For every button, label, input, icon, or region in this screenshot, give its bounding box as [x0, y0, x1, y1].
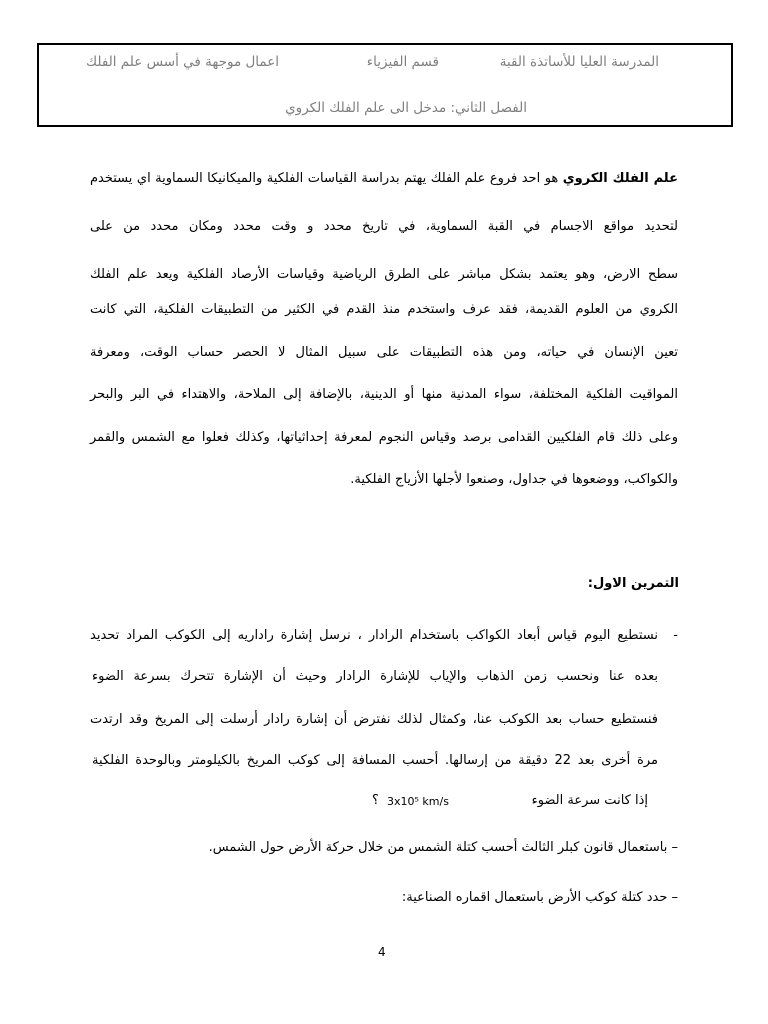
intro-line-1 [90, 169, 678, 189]
school-name: المدرسة العليا للأساتذة القبة [499, 54, 659, 70]
exercise-bullet: - [673, 628, 678, 643]
exercise-title: التمرين الاول: [587, 576, 679, 591]
exercise-item-earth-mass: – حدد كتلة كوكب الأرض باستعمال اقماره الصناعية: [401, 890, 678, 905]
intro-line-8: والكواكب، ووضعوها في جداول، وصنعوا لأجلها الأزياج الفلكية. [350, 472, 678, 487]
course-title: اعمال موجهة في أسس علم الفلك [85, 54, 279, 70]
header-box [37, 43, 733, 127]
page-number: 4 [378, 945, 386, 959]
intro-line-2: لتحديد مواقع الاجسام في القبة السماوية، في تاريخ محدد و وقت محدد ومكان محدد من على [90, 219, 678, 234]
intro-line-3: سطح الارض، وهو يعتمد بشكل مباشر على الطرق الرياضية وقياسات الأرصاد الفلكية ويعد علم الفلك [90, 267, 678, 282]
intro-line-4: الكروي من العلوم القديمة، فقد عرف واستخدم منذ القدم في الكثير من التطبيقات الفلكية، التي كانت [90, 302, 678, 317]
exercise-line-3: فنستطيع حساب بعد الكوكب عنا، وكمثال لذلك نفترض أن إشارة رادار أرسلت إلى المريخ وقد ارتدت [90, 712, 658, 727]
speed-of-light-question: إذا كانت سرعة الضوء [531, 793, 648, 808]
chapter-title: الفصل الثاني: مدخل الى علم الفلك الكروي [285, 100, 527, 116]
exercise-line-1: نستطيع اليوم قياس أبعاد الكواكب باستخدام الرادار ، نرسل إشارة راداريه إلى الكوكب المراد تحديد [90, 628, 658, 643]
intro-line-5: تعين الإنسان في حياته، ومن هذه التطبيقات على سبيل المثال لا الحصر حساب الوقت، ومعرفة [90, 345, 678, 360]
exercise-item-kepler: – باستعمال قانون كبلر الثالث أحسب كتلة الشمس من خلال حركة الأرض حول الشمس. [208, 840, 678, 855]
department-name: قسم الفيزياء [366, 54, 439, 70]
speed-of-light-value: 3x10⁵ km/s [387, 795, 449, 808]
intro-line-6: المواقيت الفلكية المختلفة، سواء المدنية منها أو الدينية، بالإضافة إلى الملاحة، والاهتداء في البر والبحر [90, 387, 678, 402]
intro-term: علم الفلك الكروي [562, 171, 678, 186]
question-mark: ؟ [372, 793, 379, 808]
intro-line-1-text: هو احد فروع علم الفلك يهتم بدراسة القياسات الفلكية والميكانيكا السماوية اي يستخدم [90, 171, 563, 186]
intro-line-7: وعلى ذلك قام الفلكيين القدامى برصد وقياس النجوم لمعرفة إحداثياتها، وكذلك فعلوا مع الشمس والقمر [90, 430, 678, 445]
exercise-line-2: بعده عنا ونحسب زمن الذهاب والإياب للإشارة الرادار وحيث أن الإشارة تتحرك بسرعة الضوء [92, 669, 658, 684]
exercise-line-4: مرة أخرى بعد 22 دقيقة من إرسالها. أحسب المسافة إلى كوكب المريخ بالكيلومتر وبالوحدة الفلكية [92, 753, 658, 768]
